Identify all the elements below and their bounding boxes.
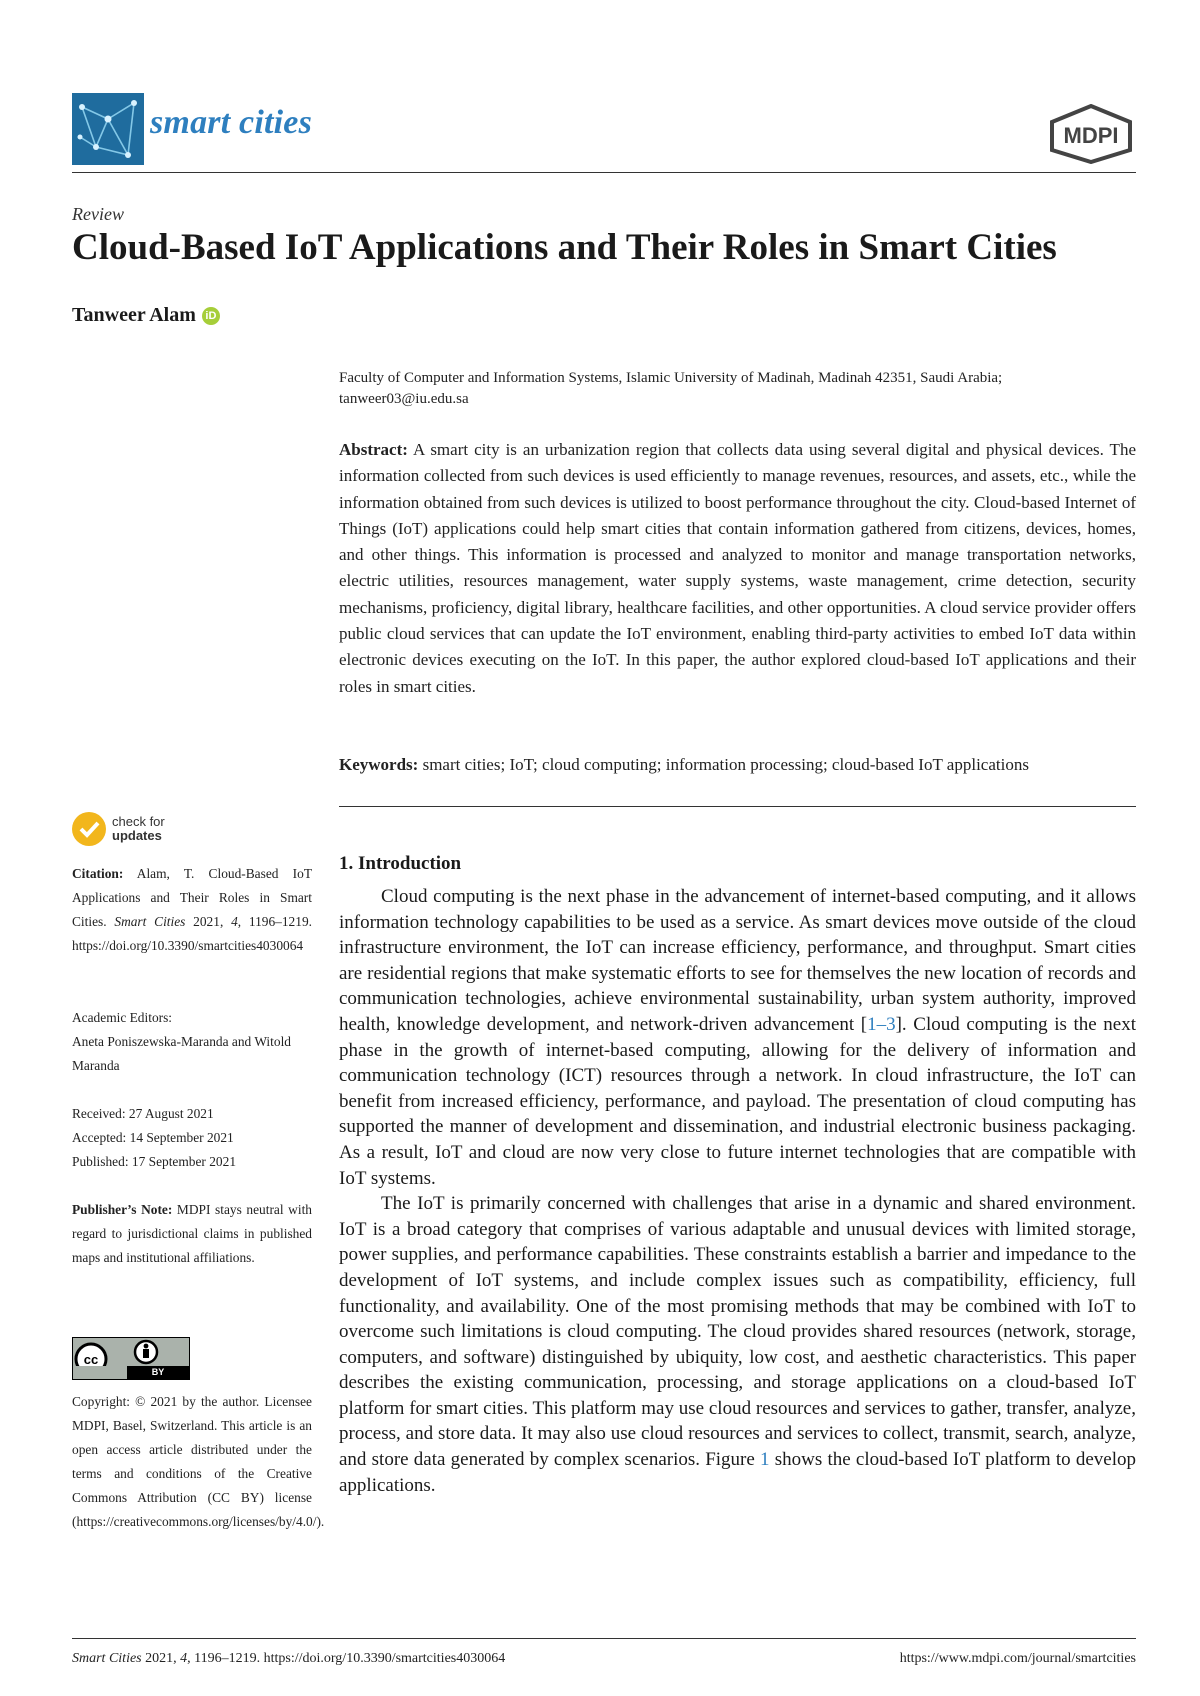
- paragraph: Cloud computing is the next phase in the advancement of internet-based computing, and it allows information technology capabilities to be used as a service. As smart devices move outside of the cloud infrastructure environment, the IoT can increase efficiency, performance, and throughput. Smart cities are residential regions that make systematic efforts to see for themselves the new location of records and communication technologies, achieve environmental sustainability, urban system authority, improved health, knowledge development, and network-driven advancement [1–3]. Cloud computing is the next phase in the growth of internet-based computing, allowing for the delivery of information and communication technology (ICT) resources through a network. In cloud infrastructure, the IoT can benefit from increased efficiency, performance, and payload. The presentation of cloud computing has supported the manner of development and dissemination, and industrial electronic business packaging. As a result, IoT and cloud are now very close to future internet technologies that are compatible with IoT systems.: [339, 886, 1136, 1189]
- publishers-note: Publisher’s Note: MDPI stays neutral with regard to jurisdictional claims in published maps and institutional affiliations.: [72, 1202, 312, 1265]
- figure-link[interactable]: 1: [760, 1449, 770, 1471]
- author-line: [72, 304, 220, 327]
- keywords-label: Keywords:: [339, 755, 419, 774]
- abstract-text: A smart city is an urbanization region that collects data using several digital and physical devices. The information collected from such devices is used efficiently to manage revenues, resources, and assets, etc., while the information obtained from such devices is utilized to boost performance throughout the city. Cloud-based Internet of Things (IoT) applications could help smart cities that contain information gathered from citizens, devices, homes, and other things. This information is processed and analyzed to monitor and manage transportation networks, electric utilities, resources management, water supply systems, waste management, crime detection, security mechanisms, proficiency, digital library, healthcare facilities, and other opportunities. A cloud service provider offers public cloud services that can update the IoT environment, enabling third-party activities to embed IoT data within electronic devices executing on the IoT. In this paper, the author explored cloud-based IoT applications and their roles in smart cities.: [339, 440, 1136, 696]
- mdpi-logo-text: MDPI: [1063, 123, 1119, 148]
- paragraph: The IoT is primarily concerned with challenges that arise in a dynamic and shared environment. IoT is a broad category that comprises of various adaptable and unusual devices with limited storage, power supplies, and performance capabilities. These constraints establish a barrier and impedance to the development of IoT systems, and include complex issues such as compatibility, efficiency, full functionality, and availability. One of the most promising methods that may be combined with IoT to overcome such limitations is cloud computing. The cloud provides shared resources (network, storage, computers, and software) distinguished by ubiquity, low cost, and aesthetic characteristics. This paper describes the existing communication, processing, and storage applications on a cloud-based IoT platform for smart cities. This platform may use cloud resources and services to gather, transfer, analyze, process, and store data. It may also use cloud resources and services to collect, transmit, search, analyze, and store data generated by complex scenarios. Figure 1 shows the cloud-based IoT platform to develop applications.: [339, 1193, 1136, 1496]
- header-rule: [72, 172, 1136, 173]
- checkmark-icon: [72, 812, 106, 846]
- article-title: Cloud-Based IoT Applications and Their Roles in Smart Cities: [72, 227, 1057, 268]
- abstract: [339, 437, 1136, 700]
- reference-link[interactable]: 1–3: [867, 1013, 896, 1035]
- svg-text:cc: cc: [83, 1352, 99, 1366]
- footer-doi[interactable]: , 1196–1219. https://doi.org/10.3390/smartcities4030064: [187, 1651, 506, 1666]
- orcid-icon[interactable]: iD: [202, 307, 220, 325]
- affiliation: [339, 368, 1139, 410]
- dates-block: [72, 1102, 312, 1174]
- abstract-rule: [339, 806, 1136, 807]
- footer-rule: [72, 1638, 1136, 1639]
- academic-editors: Academic Editors: Aneta Poniszewska-Maranda and Witold Maranda: [72, 1010, 291, 1073]
- cc-by-label: BY: [127, 1366, 189, 1379]
- journal-logo-icon: [72, 93, 144, 165]
- footer-journal-url[interactable]: https://www.mdpi.com/journal/smartcities: [899, 1651, 1136, 1666]
- introduction-body: [339, 884, 1136, 1498]
- footer-citation: Smart Cities 2021, 4, 1196–1219. https://doi.org/10.3390/smartcities4030064: [72, 1651, 506, 1666]
- keywords: [339, 752, 1136, 778]
- abstract-label: Abstract:: [339, 440, 408, 459]
- published-date: Published: 17 September 2021: [72, 1154, 237, 1169]
- article-type: Review: [72, 204, 124, 224]
- cc-by-license-icon[interactable]: [72, 1337, 190, 1380]
- received-date: Received: 27 August 2021: [72, 1106, 214, 1121]
- copyright-block: Copyright: © 2021 by the author. Licensee MDPI, Basel, Switzerland. This article is an open access article distributed under the terms and conditions of the Creative Commons Attribution (CC BY) license (https://creativecommons.org/licenses/by/4.0/).: [72, 1394, 325, 1529]
- affiliation-email[interactable]: tanweer03@iu.edu.sa: [339, 391, 469, 407]
- accepted-date: Accepted: 14 September 2021: [72, 1130, 234, 1145]
- check-for-updates-label: check for updates: [112, 814, 165, 843]
- check-for-updates-badge[interactable]: [72, 812, 165, 846]
- citation-doi[interactable]: , 1196–1219. https://doi.org/10.3390/smartcities4030064: [72, 914, 312, 953]
- journal-name: smart cities: [150, 104, 313, 141]
- keywords-text: smart cities; IoT; cloud computing; information processing; cloud-based IoT applications: [422, 755, 1029, 774]
- author-name[interactable]: Tanweer Alam: [72, 304, 196, 326]
- citation-block: Citation: Alam, T. Cloud-Based IoT Applications and Their Roles in Smart Cities. Smart Cities 2021, 4, 1196–1219. https://doi.org/10.3390/smartcities4030064: [72, 866, 312, 953]
- affiliation-text: Faculty of Computer and Information Systems, Islamic University of Madinah, Madinah 42351, Saudi Arabia;: [339, 370, 1003, 386]
- section-heading: 1. Introduction: [339, 853, 462, 874]
- mdpi-logo: [1046, 104, 1136, 164]
